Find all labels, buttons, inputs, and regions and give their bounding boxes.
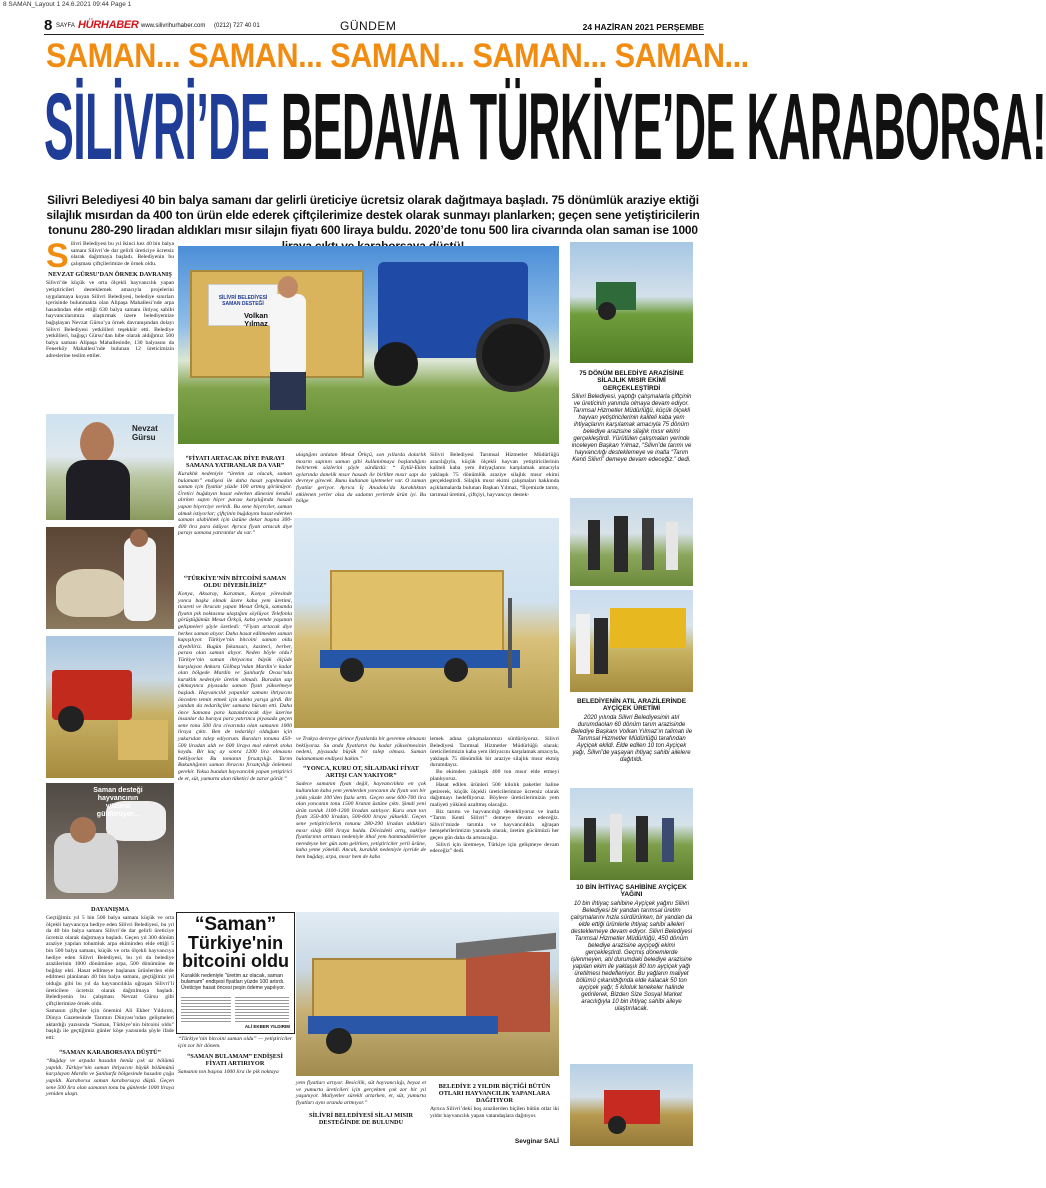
photo-label-cows: Saman desteği hayvancının yüzünü güldürüyor... (93, 787, 143, 818)
silage-wheel (326, 1028, 352, 1054)
clip-lead: Kuraklık nedeniyle "üretim az olacak, saman bulamam" endişesi fiyatları yüzde 100 artırdı. Üreticiye hasat öncesi peşin ödeme yapılıyor. (181, 973, 286, 991)
column-c-bottom (430, 1080, 559, 1145)
bale-load-shape (330, 570, 504, 660)
body-c-5: Biz tarımı ve hayvancılığı destekliyoruz ve inatla “Tarım Kenti Silivri” demeye devam edeceğiz. Silivri’mizde tarımla ve hayvancılıkla uğraşan hemşehrilerimizin yanında olarak, üretim gücümüzü her geçen gün daha da artıracağız. (430, 808, 559, 841)
body-yildirim: Samanın çiftçiler için önemini Ali Ekber Yıldırım, Dünya Gazetesinde Tarımın Dünyası’ndan gelişmeleri aktardığı yazısında “Saman, Türkiye’nin bitcoini oldu” başlığı ile geçtiğimiz günler köşe yazısında şöyle ifade etti: (46, 1008, 174, 1041)
right-photo-5 (570, 1064, 693, 1146)
text-75-donum: Silivri Belediyesi, yaptığı çalışmalarla çiftçinin ve üreticinin yanında olmaya devam ediyor. Tarımsal Hizmetler Müdürlüğü, küçük ölçekli hayvan yetiştiricilerinin kaliteli kaba yem ihtiyaçlarını karşılamak amacıyla 75 dönüm belediye arazisine silajlık mısır ekimi gerçekleştirdi. Yürütülen çalışmaları yerinde inceleyen Başkan Yılmaz, “Silivri’de tarımı ve hayvancılığı desteklemeye ve inatla “Tarım Kenti Silivri” demeye devam edeceğiz.” dedi. (571, 394, 692, 464)
subhead-karaborsa: “SAMAN KARABORSAYA DÜŞTÜ” (59, 1049, 161, 1057)
pylon-shape (508, 598, 512, 688)
official-1 (588, 520, 600, 570)
text-aycicek: 2020 yılında Silivri Belediyesinin atıl durumdaolan 60 dönüm tarım arazisinde Belediye Başkanı Volkan Yılmaz’ın talimatı ile Tarımsal Hizmetler Müdürlüğü tarafından Ayçiçek ekildi. Elde edilen 10 ton Ayçiçek yağı, Silivri’de yaşayan ihtiyaç sahibi ailelere dağıtıldı. (570, 714, 693, 763)
body-c-7: Ayrıca Silivri’deki boş arazilerden biçilen bütün otlar iki yıldır hayvancılık yapan vatandaşlara dağıtıyor. (430, 1106, 559, 1119)
red-machine-wheel (608, 1116, 626, 1134)
caption-aycicek: BELEDİYENİN ATIL ARAZİLERİNDE AYÇİÇEK ÜRETİMİ (576, 698, 687, 713)
green-tractor-wheel (598, 302, 616, 320)
subhead-saman-bulamam: “SAMAN BULAMAM” ENDİŞESİ FİYATI ARTIRIYOR (187, 1053, 283, 1068)
logo: HÜRHABER (78, 19, 139, 31)
body-c-6: Silivri için üretmeye, Türkiye için gelişmeye devam edeceğiz” dedi. (430, 841, 559, 855)
header-rule (44, 34, 704, 35)
sheep-shape (56, 569, 126, 617)
subhead-yonca: “YONCA, KURU OT, SİLAJDAKİ FİYAT ARTIŞI CAN YAKIYOR” (303, 765, 419, 780)
official-3 (642, 518, 654, 570)
caption-silaj: SİLİVRİ BELEDİYESİ SİLAJ MISIR DESTEĞİNDE DE BULUNDU (308, 1112, 414, 1127)
red-tractor-photo (46, 636, 174, 778)
headline-blue: SİLİVRİ’DE (44, 73, 270, 180)
cows-photo (46, 783, 174, 899)
clip-author: ALİ EKBER YILDIRIM (244, 1024, 290, 1029)
phone: (0212) 727 40 01 (214, 23, 260, 29)
silage-photo (296, 912, 559, 1076)
issue-date: 24 HAZİRAN 2021 PERŞEMBE (582, 22, 704, 32)
tractor-front-wheel (374, 342, 418, 386)
column-c-lower (430, 736, 559, 855)
person-white (576, 614, 590, 674)
print-slug: 8 SAMAN_Layout 1 24.6.2021 09:44 Page 1 (3, 1, 132, 8)
headline-black: BEDAVA TÜRKİYE’DE KARABORSA! (269, 73, 1046, 180)
headline (44, 73, 1046, 180)
deck: Silivri Belediyesi 40 bin balya samanı dar gelirli üreticiye ücretsiz olarak dağıtmaya başladı. 75 dönümlük araziye ektiği silajlık mısırdan da 400 ton ürün elde ederek çiftçilerimize destek olarak sunmayı planlarken; geçen sene yetiştiricilerin tonunu 280-290 liradan aldıkları mısır silajın fiyatı 600 liraya buldu. 2020’de tonu 500 lira civarında olan saman ise 1000 (46, 193, 700, 238)
page-number: 8 (44, 17, 53, 34)
column-a (178, 452, 292, 537)
visitor-4 (662, 818, 674, 862)
subhead-dayanisma: DAYANIŞMA (90, 906, 130, 913)
clip-title-2: Türkiye'nin (187, 933, 284, 953)
shirt-shape (66, 460, 130, 520)
clipping-box (176, 912, 295, 1034)
website[interactable]: www.silivrihurhaber.com (141, 23, 206, 29)
farmer-shape (124, 537, 156, 621)
subhead-fiyati: “FİYATI ARTACAK DİYE PARAYI SAMANA YATIRANLAR DA VAR” (185, 455, 285, 469)
mayor-shirt (270, 294, 306, 376)
column-a-mid (178, 572, 292, 782)
photo-label-mayor: Volkan Yılmaz (243, 311, 269, 328)
clip-title-3: bitcoini oldu (182, 951, 289, 971)
banner-text: SİLİVRİ BELEDİYESİ SAMAN DESTEĞİ (218, 295, 268, 307)
body-b-2: Sadece samanın fiyatı değil, hayvancılıkta en çok kullanılan kaba yem yemlerden yoncanın da fiyatı son bir yılda yüzde 100’den fazla arttı. Geçen sene 600-700 lira olan yoncanın tonu 1500 liranın üstüne çıktı. Şimdi yeni ürün tonluk 1100-1200 liradan satılıyor. Kuru otun ton fiyatı 350-400 liradan, 500-600 liraya yükseldi. Geçen sene yetiştiricilerin tonunu 280-290 liradan aldıkları mısır silajı 600 liraya buldu. Dövizdeki artış, nakliye fiyatlarının artması nedeniyle ithal yem hammaddelerine neredeyse her gün zam gelirken, yetiştiriciler yerli ürüne, kaba yeme yöneldi. Ancak, kuraklık nedeniyle içeride de hem buğday, arpa, mısır hem de kaba (296, 781, 426, 860)
face-shape (80, 422, 114, 464)
trailer-wheel-2 (444, 658, 468, 682)
body-bitcoin: Konya, Aksaray, Karaman, Konya yöresinde yonca başka olmak üzere kaba yem üretimi, ticareti ve ihracatı yapan Mesut Örkçü, samanda fiyatın pik noktasına ulaştığını söylüyor. Telefonla görüştüğümüz Mesut Örkçü, kaba yemde yaşanan gelişmeleri şöyle özetledi: “Fiyatı artacak diye herkes saman alıyor. Daha hasat edilmeden saman kapışılıyor. Türkiye’nin bitcoini saman oldu diyebiliriz. Bugün fokansacı, kasiteci, berber, parası olan saman alıyor. Neden böyle oldu? Türkiye’nin saman ihtiyacına büyük ölçüde karşılayan Ankara Gölbaşı’ndan Mardin’e kadar olan bölgede Mardin ve Şanlıurfa Ovası’nda kuraklık nedeniyle üretim olmadı. Buradan sap çıkmayınca piyasada saman fiyatı yükselmeye başladı. Hayvancılık yapanlar samanı ihtiyacını önceden temin etmek için adeta yarışa girdi. Bir yandan da tedarikçiler samana hücum etti. Daha önce Samana para kazandıracak diye üzerine insanlar da buraya para yatırınca piyasada geçen sene tonu 500 lira civarında olan samanın 1000 liraya çıktı. Ben de tedarikçi olduğum için yukarıdan talep ediyorum. Buraları tonuna 450-500 liradan aldı ve 600 liraya mal ederek stoka koydu. Bir kaç ay sonra 1200 lira olmasını bekliyorlar. Bu tomanın fırsatçılığı. Tarım Bakanlığının saman ihracını fırsatçılığı önlemesi gerekir. Yoksa bundan hayvancılık yapan yetiştirici de et, süt, yumurta alan tüketici de zarar görür.” (178, 591, 292, 782)
right-photo-2 (570, 498, 693, 586)
subhead-bitcoin: “TÜRKİYE’NİN BİTCOİNİ SAMAN OLDU DİYEBİLİRİZ” (183, 575, 287, 589)
mayor-head (278, 276, 298, 298)
nevzat-photo (46, 414, 174, 520)
column-b (296, 452, 426, 505)
farmer-head (130, 529, 148, 547)
official-2 (614, 516, 628, 572)
page-label: SAYFA (56, 23, 75, 29)
right-photo-4 (570, 788, 693, 880)
caption-10-bin: 10 BİN İHTİYAÇ SAHİBİNE AYÇİÇEK YAĞINI (576, 884, 687, 899)
body-b-1: ve Trakya devreye girince fiyatlarda bir gevreme olmasını bekliyoruz. Su anda fiyatların bu kadar yükselmesinin nedeni, piyasada büyük bir talep olması. Saman bulamamam endişesi hakim.” (296, 736, 426, 762)
page-header (44, 18, 704, 34)
official-4 (666, 522, 678, 570)
body-dayanisma: Geçtiğimiz yıl 5 bin 500 balya samanı küçük ve orta ölçekli hayvancıya hediye eden Silivri Belediyesi, bu yıl da 40 bin balya samanı Silivri’de dar gelirli üreticiye ücretsiz olarak dağıtmaya başladı. Geçen yıl 300 dönüm araziye yapılan tohumluk arpa ekiminden elde ettiği 5 bin 500 balya samanı, küçük ve orta ölçekli hayvancıya hediye eden Silivri Belediyesi, bu yıl da belediye arazilerinin 1000 dönümüne arpa, 500 dönümüne de buğday ekti. Hasat edilmeye başlanan ürünlerden elde edilmesi planlanan 40 bin balya samanı, geçtiğimiz yıl olduğu gibi bu yıl da hayvancılıkla uğraşan Silivri’li üreticilere ücretsiz olarak dağıtılmaya başladı. Belediyenin bu çalışması Nevzat Gürsu gibi çiftçilerimize örnek oldu. (46, 915, 174, 1007)
column-b-lower (296, 736, 426, 861)
kicker: SAMAN... SAMAN... SAMAN... SAMAN... SAMAN... (46, 37, 749, 75)
tractor-rear-wheel (476, 318, 550, 392)
person-head (70, 817, 96, 843)
bales-photo (294, 518, 559, 728)
body-c-1: Silivri Belediyesi Tarımsal Hizmetler Müdürlüğü aracılığıyla, küçük ölçekli hayvan yetiştiricilerinin kaliteli kaba yem ihtiyaçlarını karşılamak amacıyla yaklaşık 75 dönümlük araziye silajlık mısır ekimi gerçekleştirdi. Silajlık mısır ekimi çalışmaları hakkında açıklamalarda bulunan Başkan Yılmaz, “İlçemizde tarım, tarımsal üretimi, çiftçiyi, hayvancıyı destek- (430, 452, 559, 498)
visitor-3 (636, 816, 648, 862)
right-photo-1 (570, 242, 693, 363)
wheel-shape (58, 706, 84, 732)
subhead-nevzat: NEVZAT GÜRSU’DAN ÖRNEK DAVRANIŞ (48, 271, 172, 279)
clip-text-lines-2 (235, 997, 289, 1023)
quote-karaborsa: “Buğday ve arpada hasadın henüz çok az bölümü yapıldı. Türkiye’nin saman ihtiyacını büyük bölümünü karşılayan Mardin ve Şanlıurfa bölgesinde hasadın çoğu yapıldı. Karaborsa saman karaborsaya düştü. Geçen sene 500 lira olan samanın tonu bu günlerde 1000 liraya yeniden ulaştı. (46, 1058, 174, 1098)
visitor-1 (584, 818, 596, 862)
left-column-lower (46, 903, 174, 1098)
visitor-2 (610, 814, 622, 862)
right-block-2 (570, 698, 693, 764)
right-photo-3 (570, 590, 693, 692)
body-b-3: yem fiyatları artıyor. Besicilik, süt hayvancılığı, beyaz et ve yumurta üreticileri için gerçekten çok zor bir yıl yaşanıyor. Maliyetler sürekli artarken, et, süt, yumurta fiyatları aynı oranda artmıyor.” (296, 1080, 426, 1106)
harvester-shape (610, 608, 686, 648)
body-continuation: “Türkiye’nin bitcoini saman oldu” — yetiştiriciler için zor bir dönem. (178, 1036, 292, 1049)
body-saman-bulamam: Samanın ton başına 1000 lira ile pik noktaya (178, 1069, 279, 1076)
clip-title-1: “Saman” (194, 914, 277, 935)
right-block-3 (570, 884, 693, 1013)
body-c-4: Hasat edilen ürünleri 500 kilolık paketler haline getirerek, küçük ölçekli üreticilerimize ücretsiz olarak dağıtmayı hedefliyoruz. Böylece üreticilerimizin yem maliyeti yükünü azaltmış olacağız. (430, 782, 559, 808)
trailer-wheel (340, 658, 364, 682)
sheep-photo (46, 527, 174, 629)
body-fiyati: Kuraklık nedeniyle “üretim az olacak, saman bulamam” endişesi ile daha hasat yapılmadan saman için fiyatlar yüzde 100 artmış görünüyor. Üretici buğdayın hasat ederken dünesini kendisi alırken sapın hiçer parası karşılığında hasadı yapan biçerciye verirdi. Bu sene biçerciler, saman almak istiyorlar; çiftçinin buğdayını hasat ederken samanı alabilmek için üstüne dekar başına 300-400 lira para ödüyor. Ayrıca fiyatı artacak diye parayı samana yatıranlar da var.” (178, 471, 292, 537)
intro-text: ilivri Belediyesi bu yıl ikinci kez 40 bin balya samanı Silivri’de dar gelirli üreticiye ücretsiz olarak dağıtmaya başladı. Belediyenin bu çalışması çiftçilerimize de örnek oldu. (70, 241, 174, 267)
byline: Sevginar SALİ (514, 1138, 559, 1145)
caption-75-donum: 75 DÖNÜM BELEDİYE ARAZİSİNE SİLAJLIK MISIR EKİMİ GERÇEKLEŞTİRDİ (579, 370, 684, 392)
main-photo (178, 246, 559, 444)
section-label: GÜNDEM (340, 19, 397, 33)
body-c-3: Bu ekimden yaklaşık 400 ton mısır elde etmeyi planlıyoruz. (430, 768, 559, 782)
caption-otlar: BELEDİYE 2 YILDIR BİÇTİĞİ BÜTÜN OTLARI HAYVANCILIK YAPANLARA DAĞITIYOR (438, 1083, 551, 1104)
body-nevzat: Silivri’de küçük ve orta ölçekli hayvancılık yapan yetiştiricileri desteklemek amacıyla projelerini uygulamaya koyan Silivri Belediyesi, belediye sınırları içerisinde bulunmakta olan Alipaşa Mahallesi’nde arpa hasadından elde ettiği 630 balya samanı ihtiyaç sahibi hayvancılarımıza ulaştırmak üzere belediyemize bağışlayan Nevzat Gürsu’ya örnek davranışından dolayı Silivri Belediyesi yetkilileri teşekkür etti. Belediye yetkilileri, bağışçı Gürsu’dan hibe olarak aldığımız 500 balya samanı Alipaşa Mahallesinde, 130 balyasını da Fenerköy Mahallesi’nde bulunan 12 üreticimizin adreslerine teslim ettiler. (46, 280, 174, 359)
bale-shape (118, 720, 168, 760)
clip-text-lines (181, 997, 231, 1023)
column-c (430, 452, 559, 498)
column-a-bottom (178, 1036, 292, 1076)
dropcap: S (46, 237, 69, 275)
text-10-bin: 10 bin ihtiyaç sahibine Ayçiçek yağını Silivri Belediyesi bir yandan tarımsal üretim çalışmalarını hızla sürdürürken, bir yandan da elde ettiği ürünlerle ihtiyaç sahibi aileleri desteklemeye devam ediyor. Silivri Belediyesi Tarımsal Hizmetler Müdürlüğü, 450 dönüm belediye arazisine ayçiçeği ekimi gerçekleştirdi. Geçmiş dönemlerde işlenmeyen, atıl durumdaki belediye arazisine yapılan ekim ile yaklaşık 80 ton ayçiçek yağı üretilmesi hedefleniyor. Bu yağların maliyet bölümü çıkarıldığında elde kalacak 50 ton ayçiçek yağı; 5 kiloluk tenekeler halinde getirilerek, Bizden Size Sosyal Market aracılığıyla 10 bin ihtiyaç sahibi aileye ulaştırılacak. (570, 900, 693, 1012)
person-dark (594, 618, 608, 674)
mayor-trousers (270, 372, 306, 410)
body-c-2: lemek adına çalışmalarımızı sürdürüyoruz. Silivri Belediyesi Tarımsal Hizmetler Müdürlüğü olarak; üreticilerimizin kaba yem ihtiyacını karşılamak amacıyla, yaklaşık 75 dönümlük bir araziye silajlık mısır ekmiş durumdayız. (430, 736, 559, 769)
silage-bales-shape (312, 958, 476, 1024)
right-block-1 (570, 370, 693, 464)
body-b-intro: ulaştığını anlatan Mesut Örkçü, son yıllarda dolarlık mısırın sapının saman gibi kullanılmaya başlandığını belirterek sözlerini şöyle sürdürdü: “ Eylül-Ekim aylarında danelik mısır hasadı ile birlikte mısır sapı da devreye girecek. Bunu kullanan işletmeler var. O zaman fiyatlar geriyor. Ayrıca İç Anadolu’da kuraklıktan etkilenen yerler olsa da sadanın yerlerde ürün iyi. Bu bölge (296, 452, 426, 505)
column-b-bottom (296, 1080, 426, 1128)
left-column (46, 237, 174, 360)
photo-label-nevzat: Nevzat Gürsu (132, 424, 158, 442)
